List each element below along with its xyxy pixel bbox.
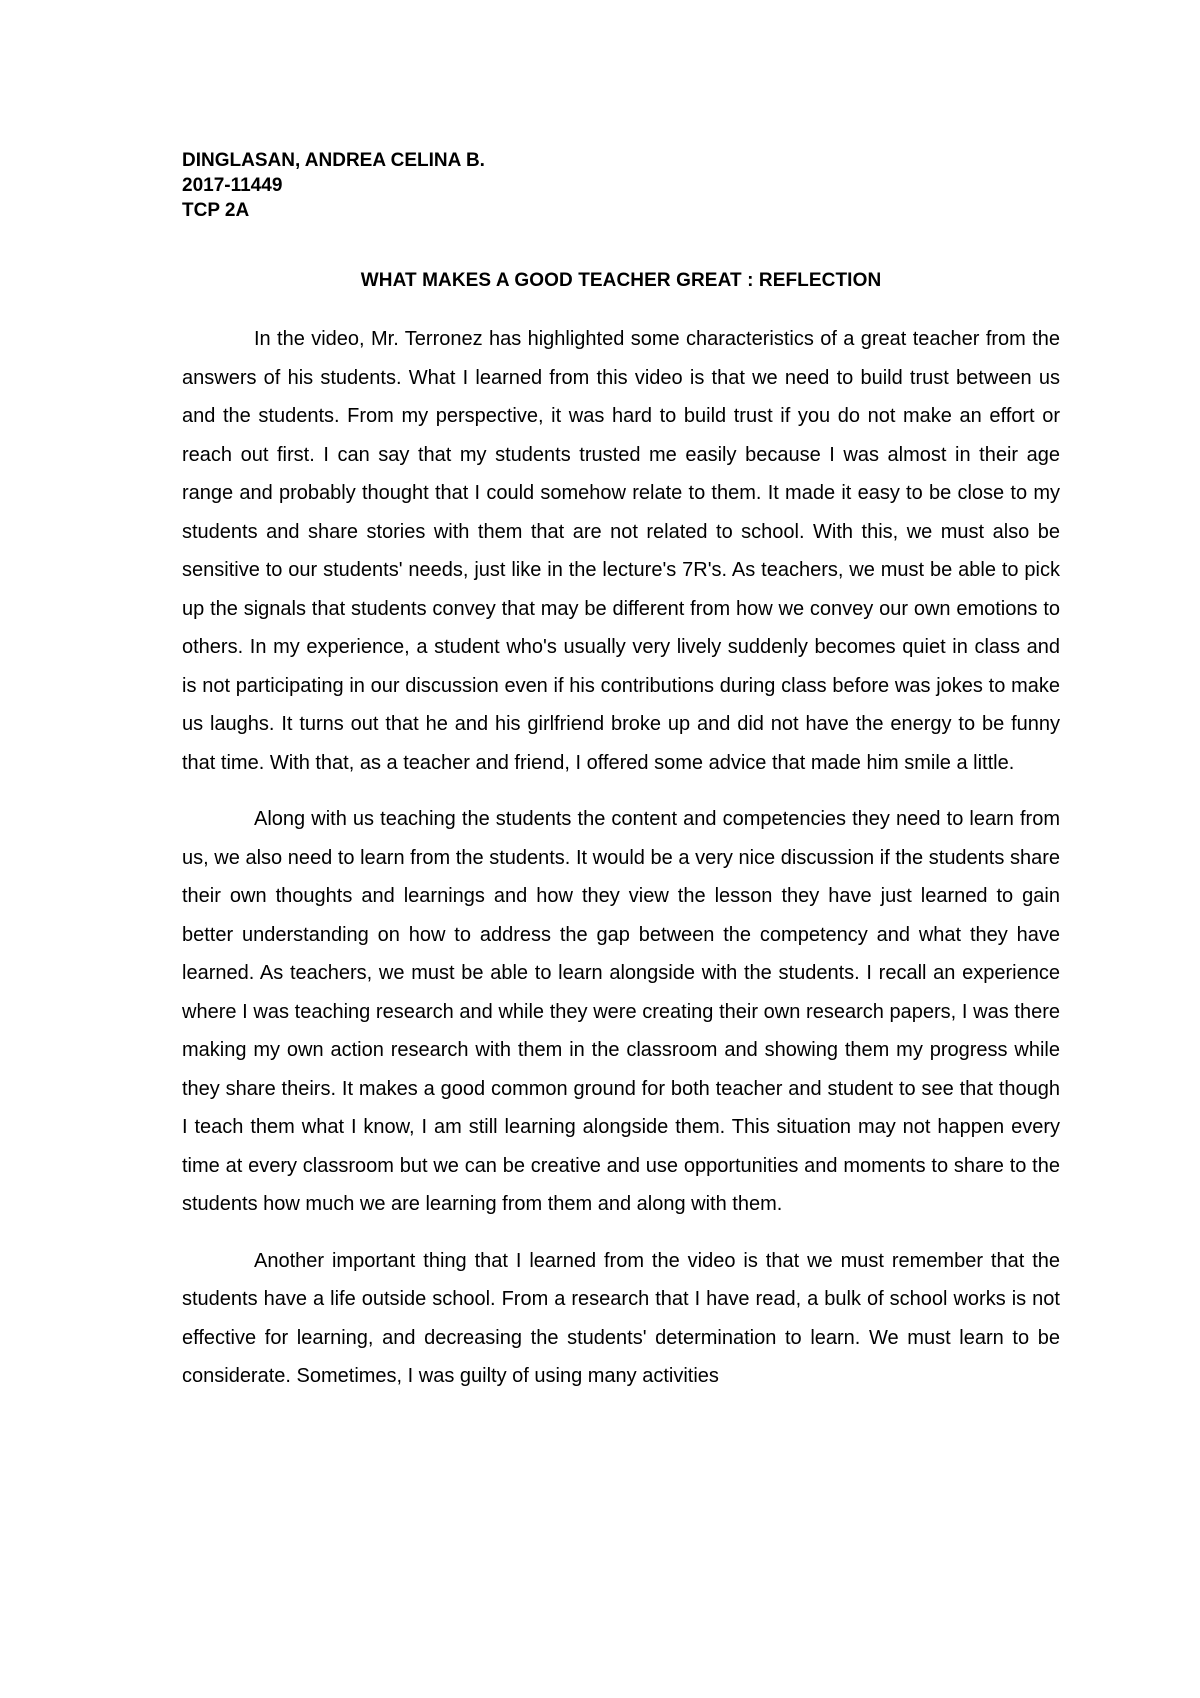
paragraph-1: In the video, Mr. Terronez has highlighted some characteristics of a great teacher from the answers of his students. What I learned from this video is that we need to build trust between us and the students. From my perspective, it was hard to build trust if you do not make an effort or reach out first. I can say that my students trusted me easily because I was almost in their age range and probably thought that I could somehow relate to them. It made it easy to be close to my students and share stories with them that are not related to school. With this, we must also be sensitive to our students' needs, just like in the lecture's 7R's. As teachers, we must be able to pick up the signals that students convey that may be different from how we convey our own emotions to others. In my experience, a student who's usually very lively suddenly becomes quiet in class and is not participating in our discussion even if his contributions during class before was jokes to make us laughs. It turns out that he and his girlfriend broke up and did not have the energy to be funny that time. With that, as a teacher and friend, I offered some advice that made him smile a little. [182, 328, 1060, 774]
section-code: TCP 2A [182, 200, 250, 221]
student-id: 2017-11449 [182, 175, 283, 196]
author-header [182, 148, 1060, 223]
paragraph-3: Another important thing that I learned from the video is that we must remember that the students have a life outside school. From a research that I have read, a bulk of school works is not effective for learning, and decreasing the students' determination to learn. We must learn to be considerate. Sometimes, I was guilty of using many activities [182, 1249, 1060, 1387]
document-title: WHAT MAKES A GOOD TEACHER GREAT : REFLECTION [360, 270, 882, 291]
document-body [182, 320, 1060, 1396]
author-name: DINGLASAN, ANDREA CELINA B. [182, 150, 485, 171]
paragraph-2: Along with us teaching the students the content and competencies they need to learn from us, we also need to learn from the students. It would be a very nice discussion if the students share their own thoughts and learnings and how they view the lesson they have just learned to gain better understanding on how to address the gap between the competency and what they have learned. As teachers, we must be able to learn alongside with the students. I recall an experience where I was teaching research and while they were creating their own research papers, I was there making my own action research with them in the classroom and showing them my progress while they share theirs. It makes a good common ground for both teacher and student to see that though I teach them what I know, I am still learning alongside them. This situation may not happen every time at every classroom but we can be creative and use opportunities and moments to share to the students how much we are learning from them and along with them. [182, 808, 1060, 1215]
